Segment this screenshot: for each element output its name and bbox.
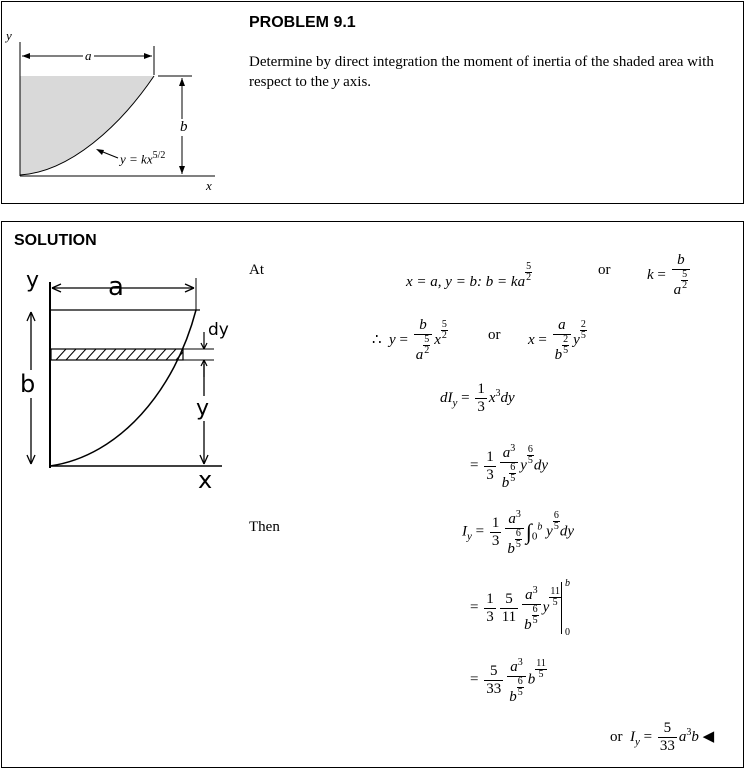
problem-y-label: y (6, 28, 12, 43)
problem-title: PROBLEM 9.1 (249, 14, 356, 31)
eq-dIy: $dI_y$ = $\frac{1}{3}$ $x^3dy$ (440, 381, 515, 415)
sol-dy-label: dy (208, 320, 229, 340)
sol-a-label: a (108, 272, 124, 302)
word-at: At (249, 262, 264, 278)
solution-title: SOLUTION (14, 232, 97, 249)
eq-k: k = b a $\frac{5}{2}$ (647, 252, 692, 299)
word-or-2: or (488, 327, 501, 343)
word-then: Then (249, 519, 280, 535)
eq-Iy-simplified: = $\frac{5}{33}$ $a^3$ b $\frac{6}{5}$ b $\frac{11}{5}$ (470, 654, 547, 706)
eq-x-of-y: x = a b $\frac{2}{5}$ y $\frac{2}{5}$ (528, 317, 586, 363)
sol-curve (50, 310, 196, 466)
problem-b-label: b (180, 119, 188, 135)
end-marker-icon: ◀ (702, 728, 715, 745)
problem-x-label: x (206, 178, 212, 193)
eq-Iy-integral: $I_y$ = $\frac{1}{3}$ $a^3$ b $\frac{6}{5}$ $\int_0^b$ y $\frac{6}{5}$ dy (462, 506, 574, 558)
problem-statement: Determine by direct integration the moment of inertia of the shaded area with respect to the y axis. (249, 54, 714, 90)
sol-strip-y-label: y (196, 396, 210, 421)
sol-x-label: x (198, 466, 213, 494)
final-answer: or $I_y$ = $\frac{5}{33}$ $a^3b$ ◀ (610, 720, 715, 754)
integral-sign: ∫ (525, 519, 532, 544)
eq-y-of-x: ∴ y = b a $\frac{5}{2}$ x $\frac{5}{2}$ (372, 317, 447, 363)
curve-equation: $y = kx^{5/2}$ (120, 150, 166, 167)
eq-at-condition: x = a, y = b: b = ka $\frac{5}{2}$ (406, 261, 532, 290)
sol-b-label: b (20, 370, 36, 398)
sol-y-label: y (26, 268, 40, 293)
word-or-1: or (598, 262, 611, 278)
problem-a-label: a (85, 48, 92, 63)
eq-dIy-2: = $\frac{1}{3}$ $a^3$ b $\frac{6}{5}$ y $\frac{6}{5}$ dy (470, 440, 548, 492)
eq-Iy-evaluated: = $\frac{1}{3}$ $\frac{5}{11}$ $a^3$ b $\frac{6}{5}$ y $\frac{11}{5}$ b 0 (470, 582, 576, 634)
problem-figure (0, 0, 240, 200)
evaluation-bar: b 0 (561, 582, 576, 634)
